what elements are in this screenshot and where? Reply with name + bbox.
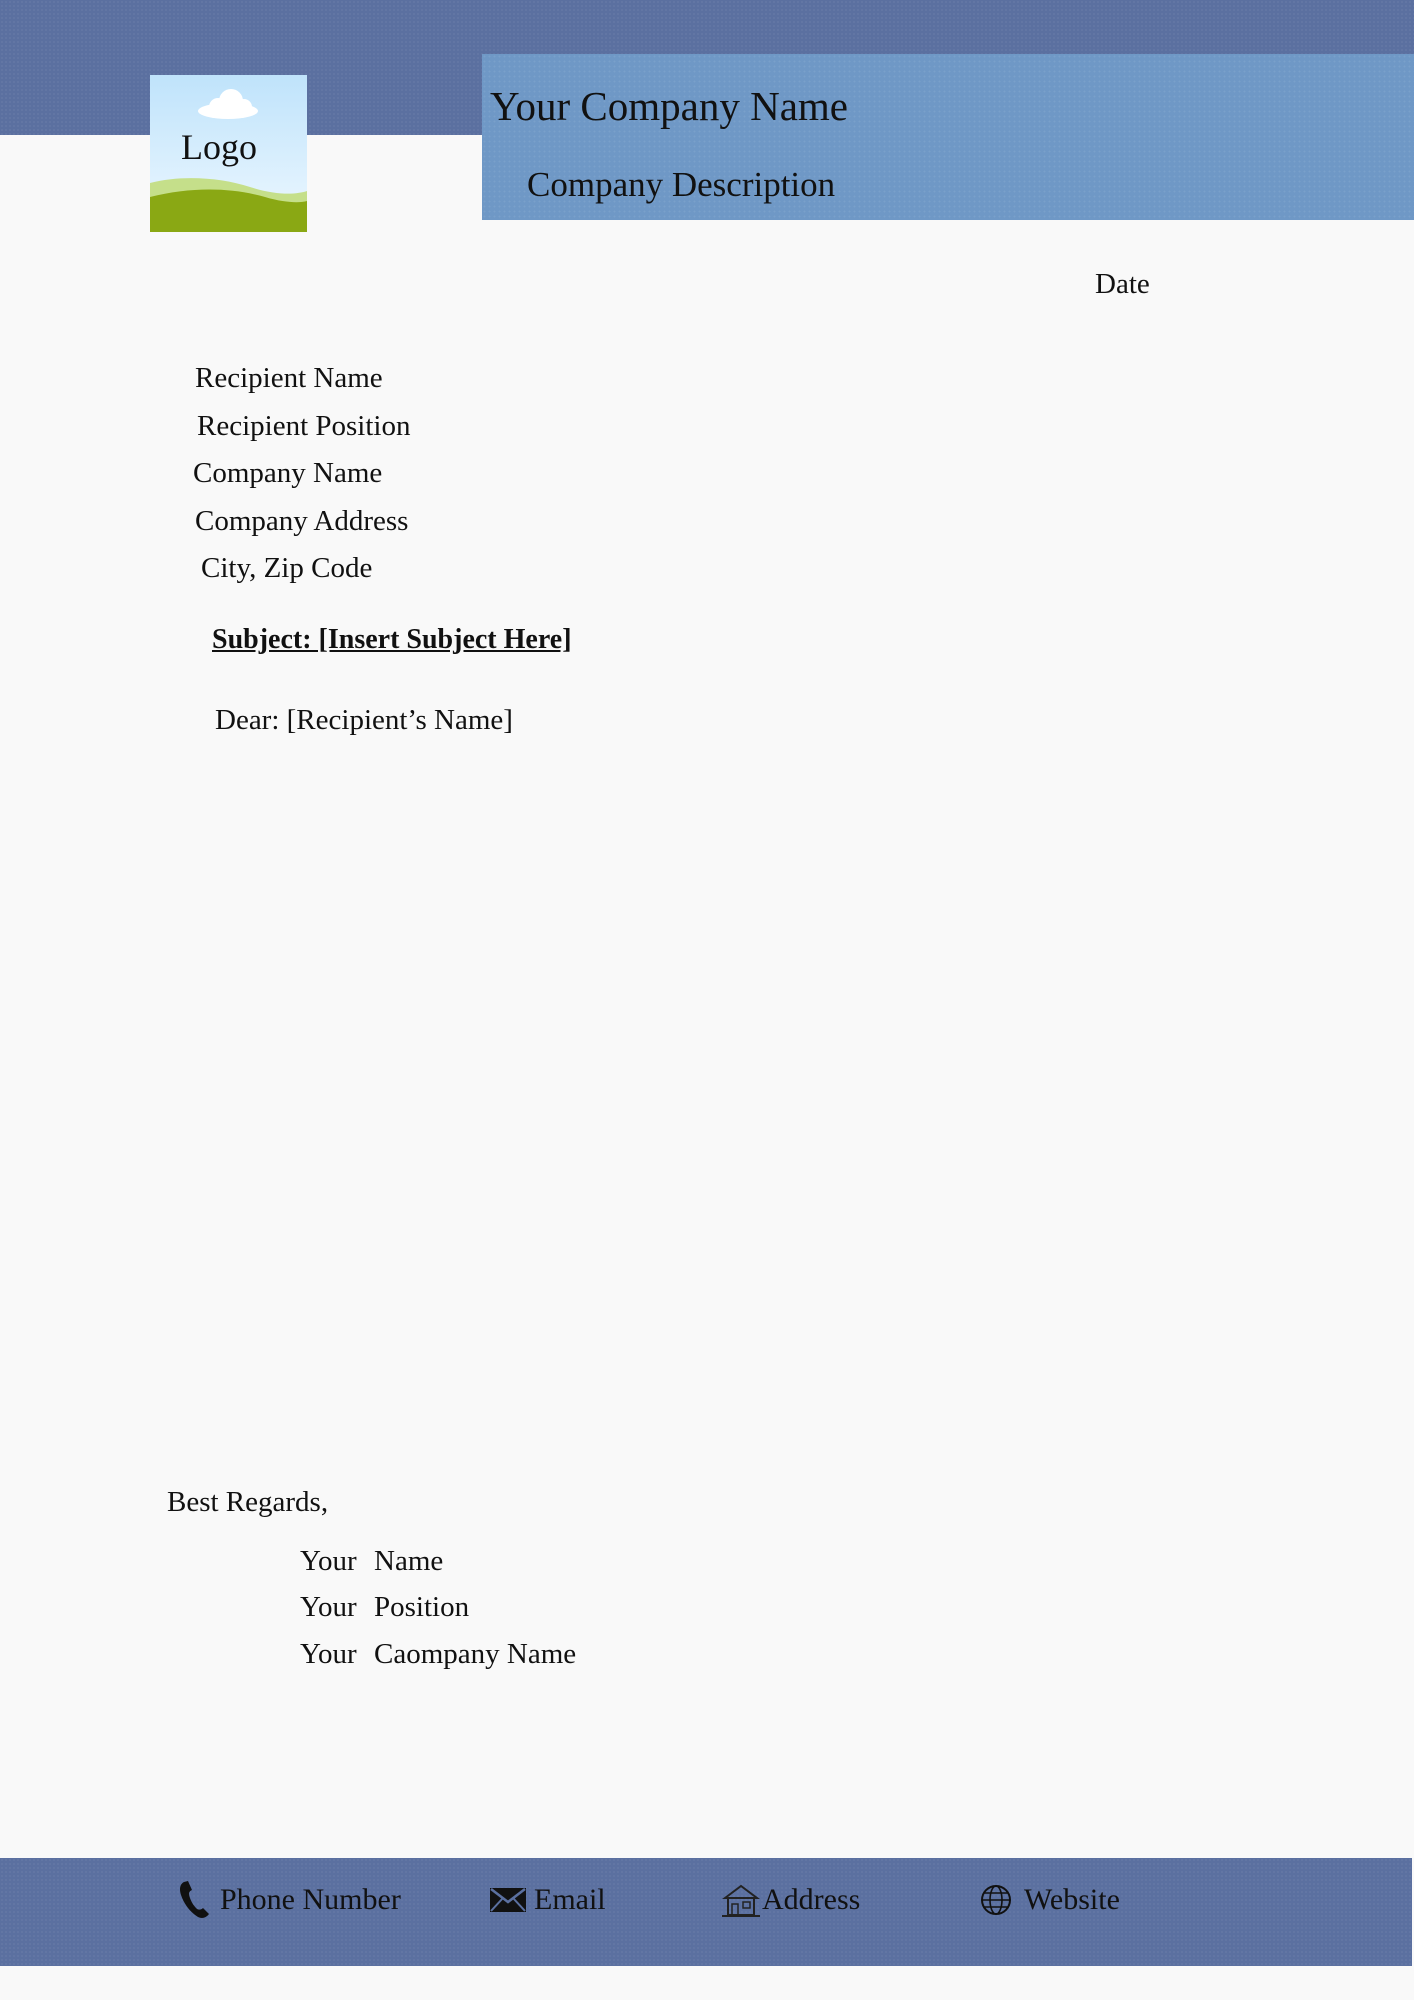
signature-position-value: Position bbox=[374, 1591, 470, 1623]
signature-name bbox=[300, 1545, 443, 1578]
house-icon bbox=[722, 1883, 760, 1917]
letter-date: Date bbox=[1095, 268, 1150, 300]
signature-position-prefix: Your bbox=[300, 1591, 357, 1623]
recipient-name: Recipient Name bbox=[195, 362, 383, 394]
footer-email bbox=[490, 1880, 606, 1920]
logo-text: Logo bbox=[181, 127, 257, 167]
signature-company-prefix: Your bbox=[300, 1638, 357, 1670]
signature-name-prefix: Your bbox=[300, 1545, 357, 1577]
globe-icon bbox=[980, 1884, 1012, 1916]
footer-website-label: Website bbox=[1024, 1883, 1120, 1916]
recipient-position: Recipient Position bbox=[197, 410, 411, 442]
recipient-city-zip: City, Zip Code bbox=[201, 552, 373, 584]
envelope-icon bbox=[490, 1888, 526, 1912]
phone-icon bbox=[178, 1880, 212, 1920]
company-description: Company Description bbox=[527, 165, 836, 204]
signature-company bbox=[300, 1638, 576, 1671]
recipient-address: Company Address bbox=[195, 505, 409, 537]
logo-placeholder bbox=[150, 75, 307, 232]
footer-address bbox=[722, 1880, 860, 1920]
footer-phone bbox=[178, 1880, 401, 1920]
letter-subject: Subject: [Insert Subject Here] bbox=[212, 624, 572, 655]
footer-website bbox=[980, 1880, 1120, 1920]
letter-salutation: Dear: [Recipient’s Name] bbox=[215, 704, 513, 736]
letter-closing: Best Regards, bbox=[167, 1486, 329, 1518]
signature-name-value: Name bbox=[374, 1545, 444, 1577]
footer-address-label: Address bbox=[762, 1883, 861, 1916]
signature-position bbox=[300, 1591, 469, 1624]
recipient-company: Company Name bbox=[193, 457, 383, 489]
footer-email-label: Email bbox=[534, 1883, 606, 1916]
signature-company-value: Caompany Name bbox=[374, 1638, 577, 1670]
footer-phone-label: Phone Number bbox=[220, 1883, 401, 1916]
company-name: Your Company Name bbox=[490, 83, 848, 129]
